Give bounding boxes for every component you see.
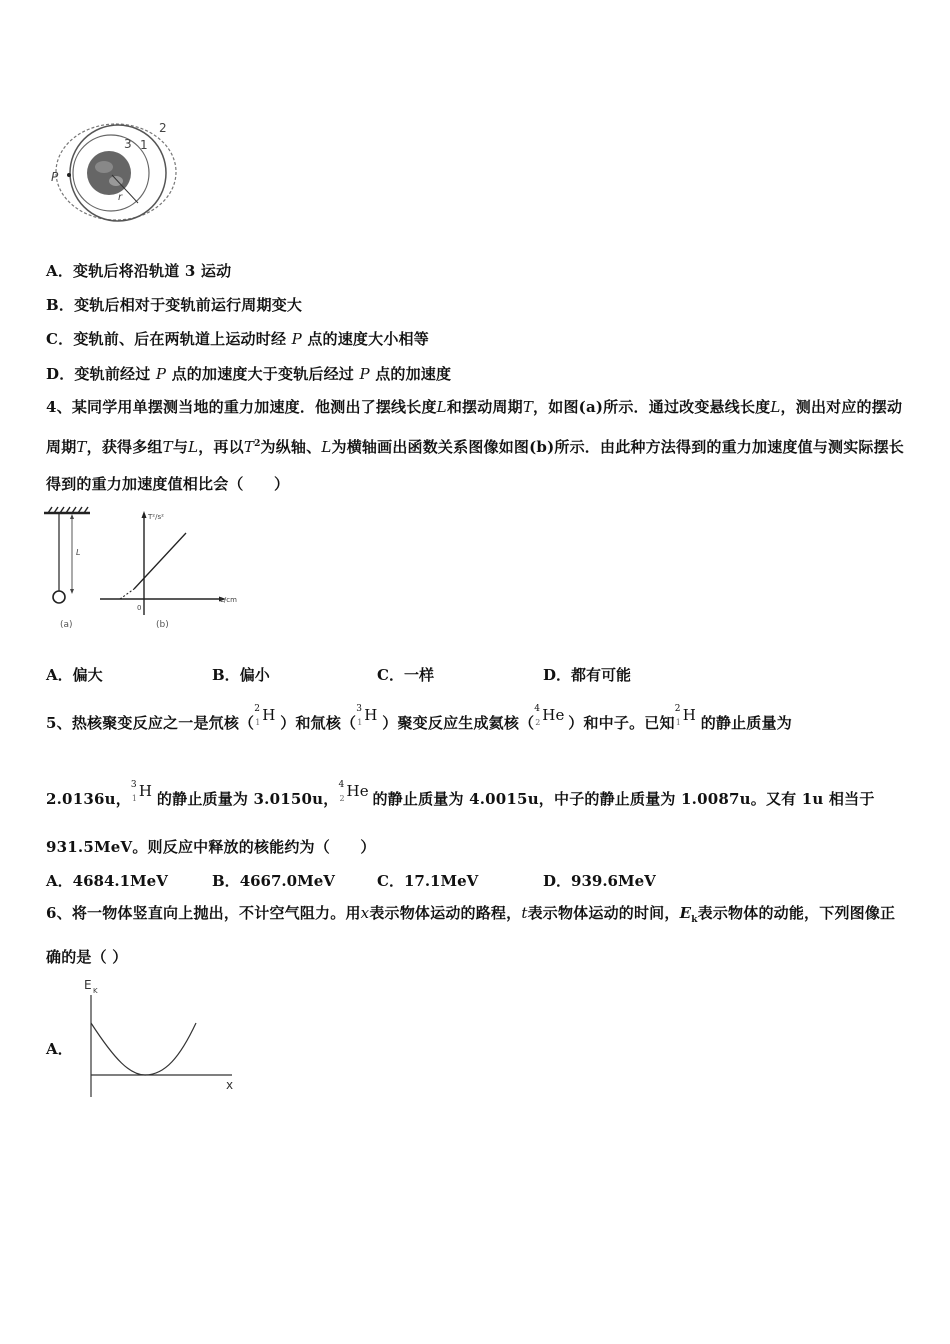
nuclide-tritium: 3 1 H: [130, 780, 153, 803]
label-b: (b): [156, 620, 169, 630]
arrow-head: [70, 514, 74, 519]
q5-line-2: 2.0136u， 3 1 H 的静止质量为 3.0150u， 4 2 He 的静止质量为 4.0015u，中子的静止质量为 1.0087u。又有 1u 相当于: [46, 780, 875, 808]
ek-sub: K: [93, 987, 98, 995]
q6-option-a-graph: [80, 975, 250, 1100]
label-p: P: [51, 170, 59, 184]
label-l: L: [76, 548, 81, 557]
q5-option-a: A．4684.1MeV: [46, 872, 168, 890]
nuclide-tritium: 3 1 H: [356, 704, 378, 727]
q6-option-a-label: A．: [46, 1040, 73, 1058]
q5-option-b: B．4667.0MeV: [212, 872, 335, 890]
arrow-head: [70, 589, 74, 594]
pendulum-figure: [42, 505, 252, 635]
q5-option-d: D．939.6MeV: [543, 872, 656, 890]
ek-curve: [91, 1023, 196, 1075]
q4-option-b: B．偏小: [212, 666, 270, 684]
pendulum-bob: [53, 591, 65, 603]
q3-option-c: C．变轨前、后在两轨道上运动时经 P 点的速度大小相等: [46, 330, 429, 348]
q3-option-d: D．变轨前经过 P 点的加速度大于变轨后经过 P 点的加速度: [46, 365, 452, 383]
nuclide-deuterium: 2 1 H: [674, 704, 696, 727]
point-p-dot: [67, 173, 71, 177]
nuclide-deuterium: 2 1 H: [254, 704, 276, 727]
label-1: 1: [140, 138, 148, 152]
q5-line-1: 5、热核聚变反应之一是氘核（ 2 1 H ）和氚核（ 3 1 H ）聚变反应生成氦核（ 4 2 He ）和中子。已知 2 1 H 的静止质量为: [46, 704, 792, 732]
q4-option-a: A．偏大: [46, 666, 103, 684]
q5-line-3: 931.5MeV。则反应中释放的核能约为（ ）: [46, 838, 376, 856]
q3-option-a: A．变轨后将沿轨道 3 运动: [46, 262, 232, 280]
ek-label: E: [84, 978, 92, 992]
q3-option-b: B．变轨后相对于变轨前运行周期变大: [46, 296, 303, 314]
q4-option-d: D．都有可能: [543, 666, 632, 684]
b-origin: 0: [137, 604, 142, 612]
label-3: 3: [124, 137, 132, 151]
label-2: 2: [159, 121, 167, 135]
b-x-label: L/cm: [220, 596, 237, 604]
planet-surface: [95, 161, 113, 173]
b-y-label: T²/s²: [148, 513, 164, 521]
q5-option-c: C．17.1MeV: [377, 872, 479, 890]
q6-stem: 6、将一物体竖直向上抛出，不计空气阻力。用x表示物体运动的路程，t表示物体运动的时间，$E_k$表示物体的动能，下列图像正确的是（ ）: [46, 904, 896, 966]
b-graph-dashed: [120, 589, 134, 599]
b-graph-line: [134, 533, 186, 589]
q4-stem: 4、某同学用单摆测当地的重力加速度．他测出了摆线长度L和摆动周期T，如图(a)所示．通过改变悬线长度L，测出对应的摆动周期T，获得多组T与L，再以$T^2$为纵轴、L为横轴画出函数关系图像如图(b)所示．由此种方法得到的重力加速度值与测实际摆长得到的重力加速度值相比会（ ）: [46, 398, 905, 493]
b-y-arrow: [142, 511, 147, 518]
label-r: r: [118, 192, 123, 203]
nuclide-helium: 4 2 He: [338, 780, 369, 803]
label-a: (a): [60, 620, 73, 630]
x-label: x: [226, 1078, 234, 1092]
nuclide-helium: 4 2 He: [534, 704, 565, 727]
q4-option-c: C．一样: [377, 666, 434, 684]
orbit-figure: [46, 115, 196, 225]
